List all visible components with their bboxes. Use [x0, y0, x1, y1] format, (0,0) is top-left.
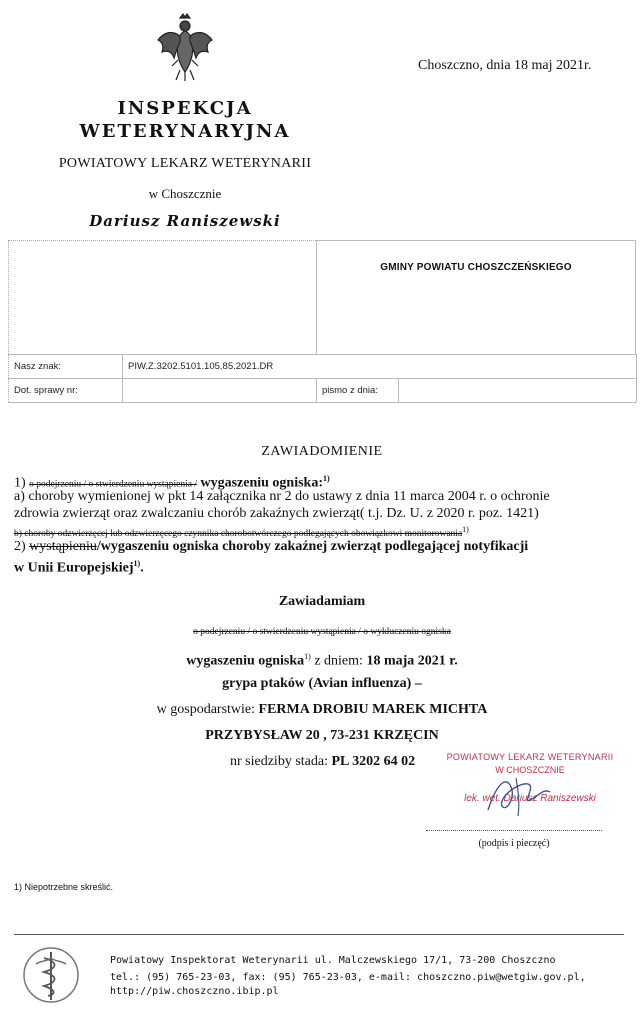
- reference-row-mid: [8, 378, 636, 379]
- item2-line1: [14, 538, 528, 555]
- struck-options: o podejrzeniu / o stwierdzeniu wystąpienia / o wykluczeniu ogniska: [193, 627, 451, 637]
- item1-struck-options: o podejrzeniu / o stwierdzeniu wystąpienia /: [29, 479, 197, 490]
- office-location: w Choszcznie: [148, 186, 222, 201]
- item1-footnote-ref: 1): [323, 474, 330, 483]
- reference-divider-2: [316, 378, 317, 402]
- recipient-box: [316, 240, 636, 354]
- our-reference-label: Nasz znak:: [14, 361, 61, 372]
- reference-divider-right: [636, 354, 637, 402]
- handwritten-signature-icon: [478, 770, 558, 820]
- signature-line: [426, 830, 602, 831]
- stamp-line2: W CHOSZCZNIE: [495, 765, 565, 775]
- institution-name-line1: INSPEKCJA: [117, 98, 253, 119]
- item-a-line2: zdrowia zwierząt oraz zwalczaniu chorób zakaźnych zwierząt( t.j. Dz. U. z 2020 r. poz. 1421): [14, 506, 539, 521]
- stamp-line3: lek. wet. Dariusz Raniszewski: [464, 793, 596, 804]
- eagle-emblem-icon: [156, 12, 214, 82]
- case-number-label: Dot. sprawy nr:: [14, 385, 78, 396]
- institution-name-line2: WETERYNARYJNA: [79, 121, 291, 142]
- reference-row-top: [8, 354, 636, 355]
- item2-line2: w Unii Europejskiej$^{1)}$.: [14, 559, 144, 576]
- herd-number: PL 3202 64 02: [331, 754, 416, 769]
- extinction-line: [0, 648, 644, 670]
- struck-options-line: [0, 627, 644, 637]
- footer-divider: [14, 934, 624, 935]
- herd-label: nr siedziby stada:: [230, 754, 332, 769]
- item2-struck: wystąpieniu: [29, 539, 97, 554]
- letter-date-label: pismo z dnia:: [322, 385, 378, 396]
- item2-prefix: 2): [14, 539, 26, 554]
- footer-contact: tel.: (95) 765-23-03, fax: (95) 765-23-03, e-mail: choszczno.piw@wetgiw.gov.pl,: [110, 972, 586, 983]
- reference-divider-1: [122, 354, 123, 402]
- doctor-name: Dariusz Raniszewski: [89, 212, 281, 230]
- document-date: Choszczno, dnia 18 maj 2021r.: [418, 58, 592, 73]
- zawiadamiam-heading: Zawiadamiam: [278, 594, 366, 609]
- item2-main: /wygaszeniu ogniska choroby zakaźnej zwierząt podlegającej notyfikacji: [96, 539, 529, 554]
- item1-main: wygaszeniu ogniska:: [200, 475, 323, 491]
- signature-caption: (podpis i pieczęć): [478, 838, 550, 849]
- item-b-struck: b) choroby odzwierzęcej lub odzwierzęcego czynnika chorobotwórczego podlegających obowiązkowi monitorowania: [14, 529, 463, 540]
- farm-name: FERMA DROBIU MAREK MICHTA: [258, 702, 488, 717]
- footnote: 1) Niepotrzebne skreślić.: [14, 882, 114, 892]
- reference-divider-3: [398, 378, 399, 402]
- footer-website: http://piw.choszczno.ibip.pl: [110, 986, 279, 997]
- item1-prefix: 1): [14, 475, 26, 491]
- farm-label: w gospodarstwie:: [156, 702, 259, 717]
- office-name: POWIATOWY LEKARZ WETERYNARII: [58, 156, 312, 171]
- herd-line: [230, 753, 415, 770]
- farm-address: PRZYBYSŁAW 20 , 73-231 KRZĘCIN: [205, 728, 439, 743]
- item2-footnote-ref: 1): [133, 559, 141, 568]
- our-reference-value: PIW.Z.3202.5101.105.85.2021.DR: [128, 361, 274, 372]
- farm-line: [0, 701, 644, 718]
- veterinary-logo-icon: [22, 944, 80, 1006]
- stamp-line1: POWIATOWY LEKARZ WETERYNARII: [446, 752, 614, 762]
- item-a-line1: a) choroby wymienionej w pkt 14 załącznika nr 2 do ustawy z dnia 11 marca 2004 r. o ochronie: [14, 489, 550, 504]
- extinction-footnote-ref: 1): [304, 652, 311, 661]
- extinction-date: 18 maja 2021 r.: [366, 653, 458, 669]
- item-b-footnote-ref: 1): [462, 525, 469, 534]
- item2-line2-text: w Unii Europejskiej: [14, 560, 134, 576]
- extinction-mid: z dniem:: [310, 653, 367, 669]
- recipient-name: GMINY POWIATU CHOSZCZEŃSKIEGO: [380, 262, 572, 273]
- reference-row-bottom: [8, 402, 636, 403]
- document-title: ZAWIADOMIENIE: [261, 444, 383, 459]
- disease-name: grypa ptaków (Avian influenza) –: [222, 676, 422, 691]
- footer-address: Powiatowy Inspektorat Weterynarii ul. Malczewskiego 17/1, 73-200 Choszczno: [110, 955, 556, 966]
- extinction-bold: wygaszeniu ogniska: [186, 653, 305, 669]
